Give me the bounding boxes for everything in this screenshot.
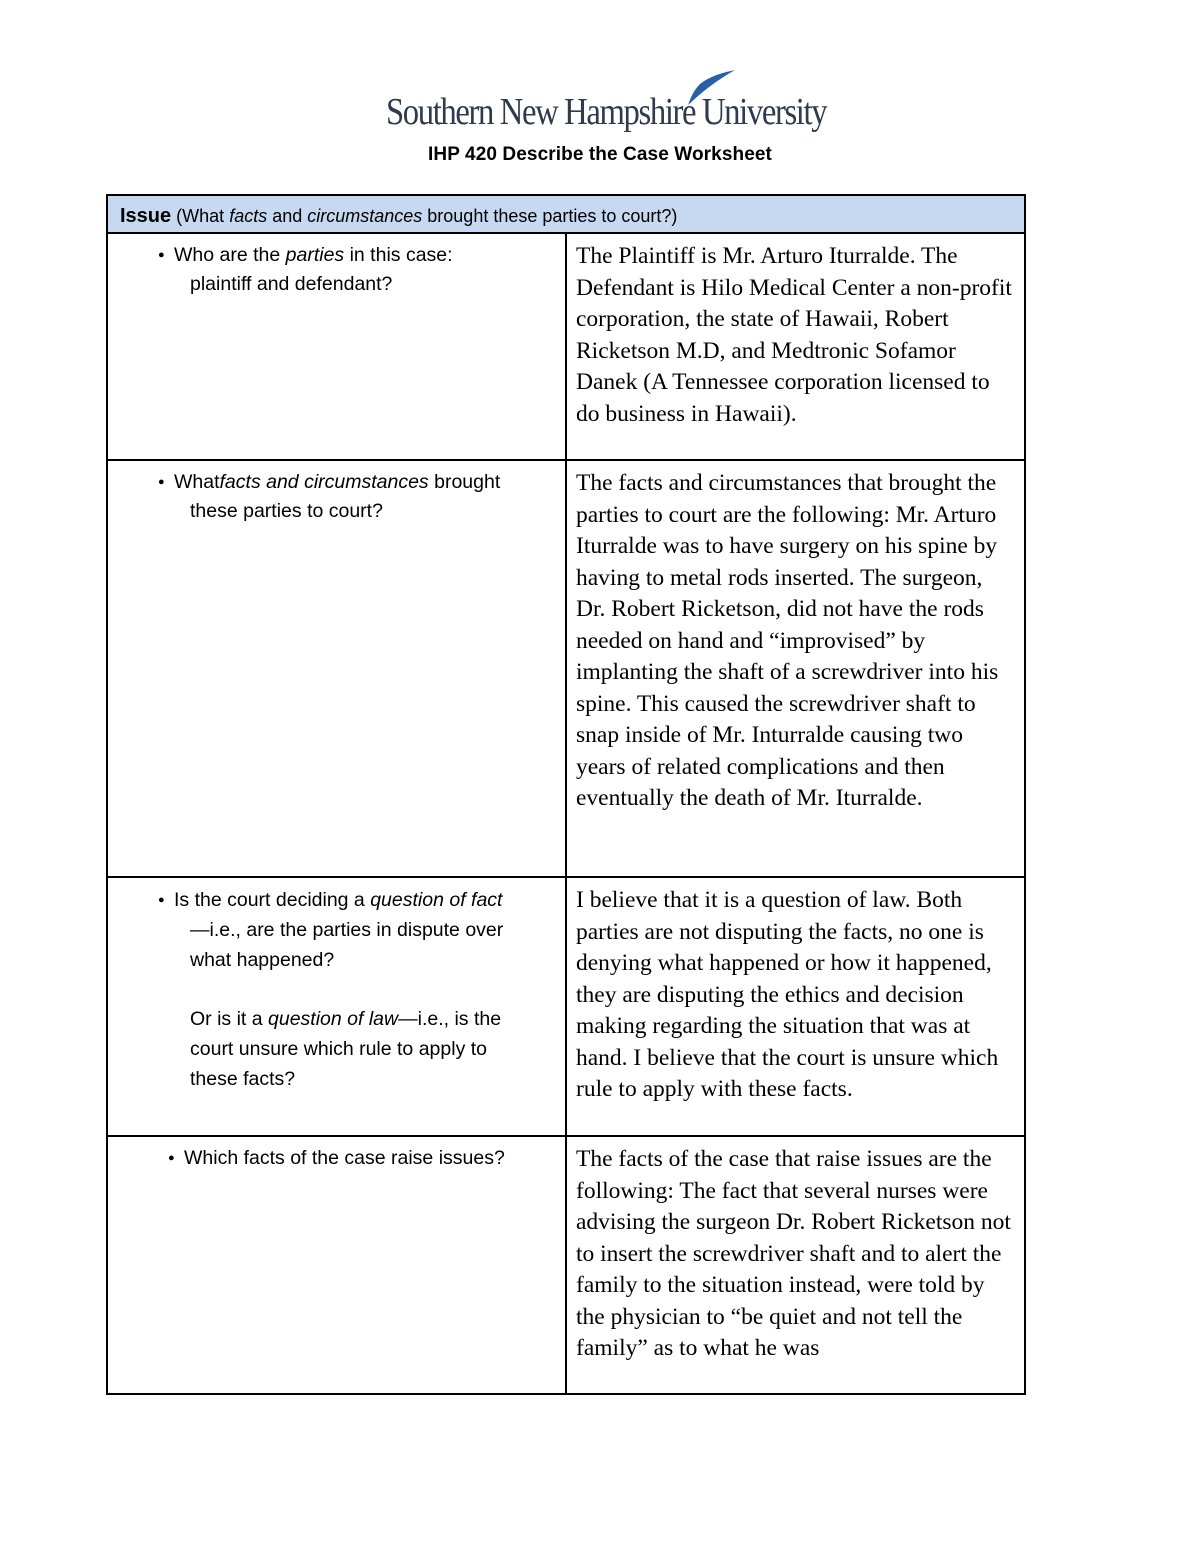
- question-emphasis: facts and circumstances: [219, 471, 429, 493]
- answer-text: The facts and circumstances that brought the parties to court are the following: Mr. Arturo Iturralde was to have surgery on his spine by having to metal rods inserted. The surgeon, Dr. Robert Ricketson, did not have the rods needed on hand and “improvised” by implanting the shaft of a screwdriver into his spine. This caused the screwdriver shaft to snap inside of Mr. Inturralde causing two years of related complications and then eventually the death of Mr. Iturralde.: [576, 470, 999, 811]
- logo-wordmark: Southern New Hampshire University: [386, 91, 827, 133]
- issue-label: Issue: [120, 205, 172, 227]
- question-emphasis: parties: [285, 244, 345, 266]
- question-cell: [107, 877, 566, 1136]
- question-text: Or is it a: [190, 1008, 269, 1030]
- question-emphasis: question of law: [268, 1008, 399, 1030]
- answer-cell: [566, 1136, 1025, 1394]
- question-text: these facts?: [190, 1068, 296, 1090]
- bullet-icon: ●: [158, 249, 165, 261]
- question-text: —i.e., are the parties in dispute over: [190, 919, 504, 941]
- issue-mid: and: [267, 206, 308, 226]
- question-cell: [107, 233, 566, 460]
- question-text: What: [174, 471, 220, 493]
- case-worksheet-table: [106, 194, 1026, 1395]
- question-emphasis: question of fact: [370, 889, 503, 911]
- table-row: [107, 877, 1025, 1136]
- worksheet-title: IHP 420 Describe the Case Worksheet: [428, 144, 772, 165]
- table-row: [107, 1136, 1025, 1394]
- question-cell: [107, 460, 566, 877]
- issue-suffix: brought these parties to court?): [422, 206, 678, 226]
- table-row: [107, 233, 1025, 460]
- question-text: what happened?: [190, 949, 335, 971]
- issue-em-circumstances: circumstances: [307, 206, 423, 226]
- question-text: Who are the: [174, 244, 286, 266]
- answer-cell: [566, 233, 1025, 460]
- university-logo: [386, 68, 826, 140]
- issue-prefix: (What: [176, 206, 230, 226]
- question-text: court unsure which rule to apply to: [190, 1038, 487, 1060]
- answer-text: The facts of the case that raise issues are the following: The fact that several nurses were advising the surgeon Dr. Robert Ricketson not to insert the screwdriver shaft and to alert the family to the situation instead, were told by the physician to “be quiet and not tell the family” as to what he was: [576, 1146, 1011, 1361]
- bullet-icon: ●: [158, 476, 165, 488]
- answer-cell: [566, 460, 1025, 877]
- question-text: plaintiff and defendant?: [190, 273, 393, 295]
- answer-cell: [566, 877, 1025, 1136]
- question-text: —i.e., is the: [398, 1008, 502, 1030]
- issue-em-facts: facts: [229, 206, 268, 226]
- question-text: Is the court deciding a: [174, 889, 371, 911]
- bullet-icon: ●: [168, 1152, 175, 1164]
- question-text: these parties to court?: [190, 500, 383, 522]
- table-row: [107, 460, 1025, 877]
- question-text: brought: [428, 471, 501, 493]
- answer-text: The Plaintiff is Mr. Arturo Iturralde. The Defendant is Hilo Medical Center a non-profit corporation, the state of Hawaii, Robert Ricketson M.D, and Medtronic Sofamor Danek (A Tennessee corporation licensed to do business in Hawaii).: [576, 243, 1012, 427]
- bullet-icon: ●: [158, 894, 165, 906]
- question-text: in this case:: [344, 244, 453, 266]
- question-text: Which facts of the case raise issues?: [184, 1147, 505, 1169]
- issue-header-cell: [107, 195, 1025, 233]
- issue-header-row: [107, 195, 1025, 233]
- answer-text: I believe that it is a question of law. Both parties are not disputing the facts, no one is denying what happened or how it happened, they are disputing the ethics and decision making regarding the situation that was at hand. I believe that the court is unsure which rule to apply with these facts.: [576, 887, 999, 1102]
- question-cell: [107, 1136, 566, 1394]
